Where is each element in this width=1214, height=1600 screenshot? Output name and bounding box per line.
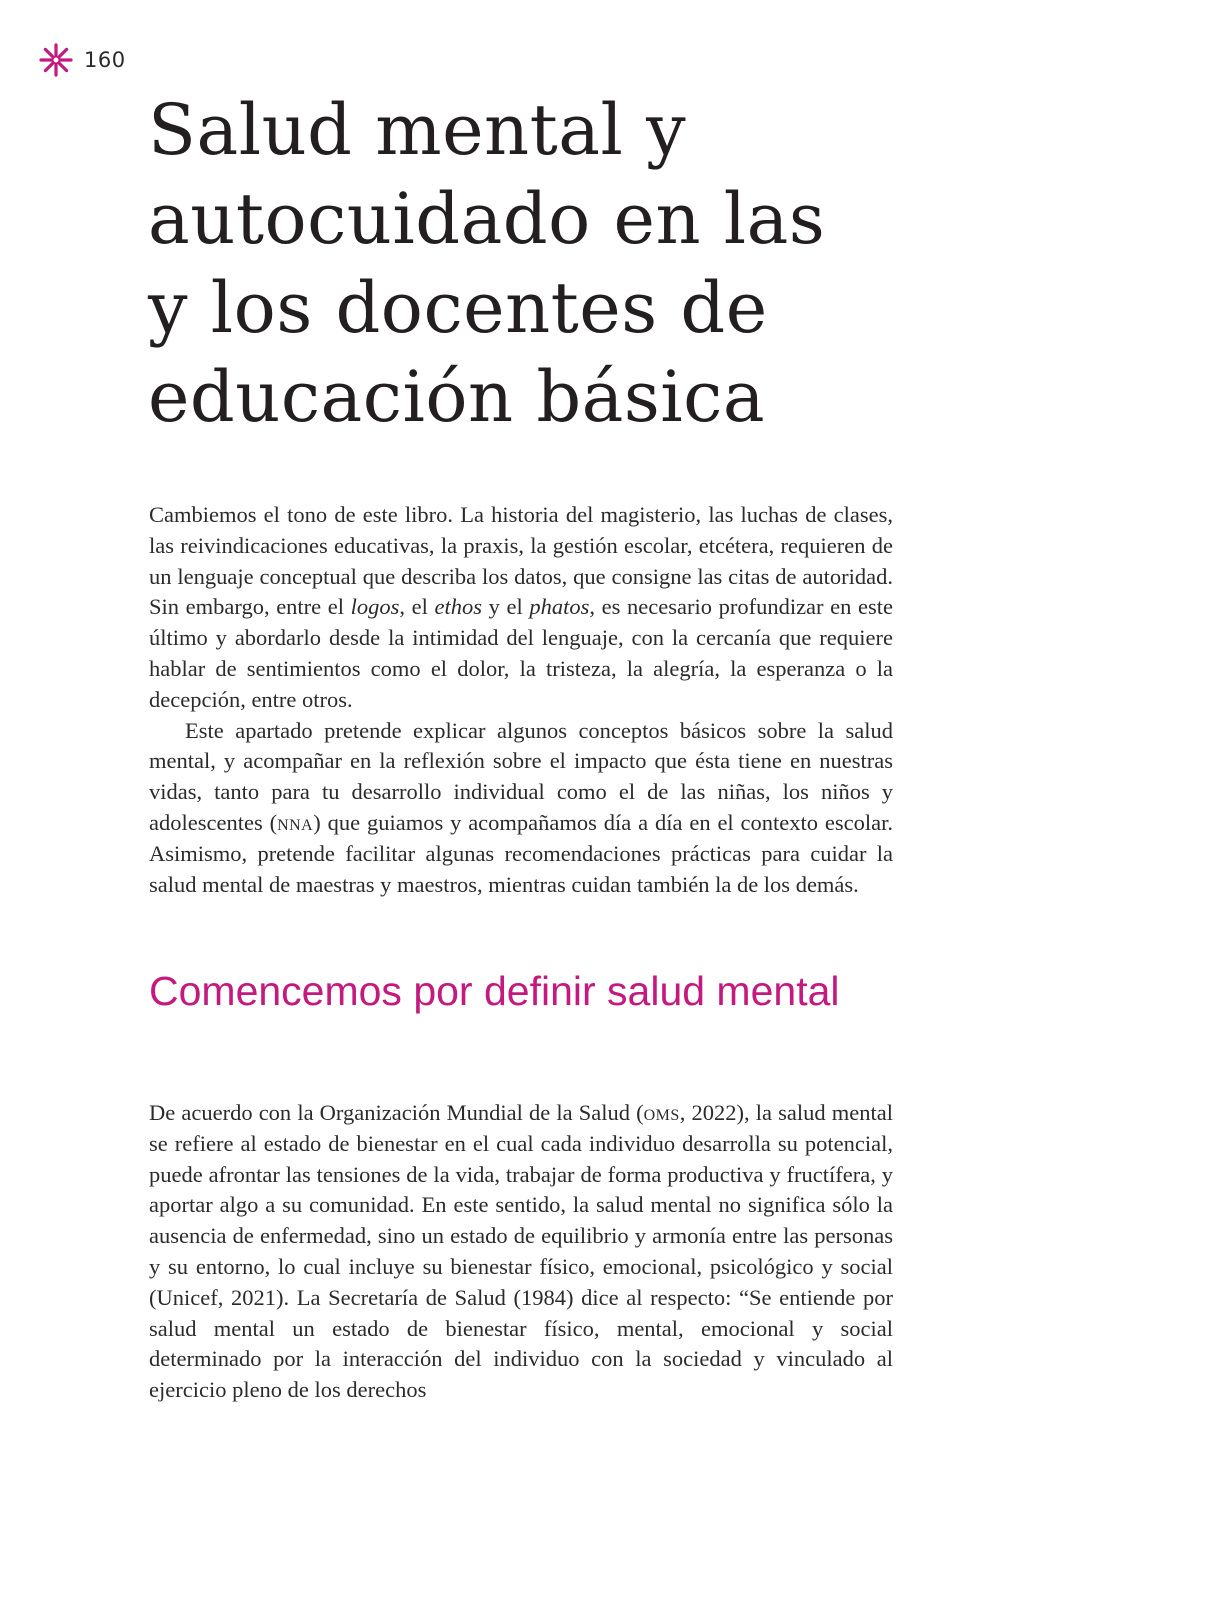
intro-paragraph-2	[149, 716, 893, 901]
acronym-nna: nna	[277, 809, 314, 835]
title-line: educación básica	[148, 356, 766, 438]
page-number: 160	[84, 48, 126, 72]
title-line: Salud mental y	[148, 89, 687, 171]
intro-text	[149, 500, 893, 900]
term-ethos: ethos	[434, 594, 483, 620]
text-run: , el	[399, 594, 435, 620]
title-line: y los docentes de	[148, 267, 768, 349]
asterisk-icon	[38, 42, 74, 78]
section-heading: Comencemos por definir salud mental	[149, 968, 840, 1014]
definition-paragraph	[149, 1098, 893, 1406]
text-run: Este apartado pretende explicar algunos conceptos básicos sobre la salud mental, y acompañar en la reflexión sobre el impacto que ésta tiene en nuestras vidas, tanto para tu desarrollo individual como el de las niñas, los niños y adolescentes (	[149, 717, 893, 835]
definition-text	[149, 1098, 893, 1406]
acronym-oms: oms	[643, 1100, 680, 1125]
term-logos: logos	[350, 594, 400, 620]
text-run: Cambiemos el tono de este libro. La historia del magisterio, las luchas de clases, las reivindicaciones educativas, la praxis, la gestión escolar, etcétera, requieren de un lenguaje conceptual que describa los datos, que consigne las citas de autoridad. Sin embargo, entre el	[149, 502, 893, 620]
page-title	[148, 86, 1048, 442]
intro-paragraph-1	[149, 500, 893, 716]
text-run: y el	[482, 594, 530, 620]
text-run: , es necesario profundizar en este último y abordarlo desde la intimidad del lenguaje, con la cercanía que requiere hablar de sentimientos como el dolor, la tristeza, la alegría, la esperanza o la decepción, entre otros.	[149, 594, 893, 712]
page-marker	[38, 42, 126, 78]
text-run: , 2022), la salud mental se refiere al estado de bienestar en el cual cada individuo desarrolla su potencial, puede afrontar las tensiones de la vida, trabajar de forma productiva y fructífera, y aportar algo a su comunidad. En este sentido, la salud mental no significa sólo la ausencia de enfermedad, sino un estado de equilibrio y armonía entre las personas y su entorno, lo cual incluye su bienestar físico, emocional, psicológico y social (Unicef, 2021). La Secretaría de Salud (1984) dice al respecto: “Se entiende por salud mental un estado de bienestar físico, mental, emocional y social determinado por la interacción del individuo con la sociedad y vinculado al ejercicio pleno de los derechos	[149, 1100, 893, 1403]
term-phatos: phatos	[529, 594, 590, 620]
text-run: ) que guiamos y acompañamos día a día en el contexto escolar. Asimismo, pretende facilitar algunas recomendaciones prácticas para cuidar la salud mental de maestras y maestros, mientras cuidan también la de los demás.	[149, 809, 893, 897]
title-line: autocuidado en las	[148, 178, 826, 260]
text-run: De acuerdo con la Organización Mundial de la Salud (	[149, 1100, 644, 1125]
